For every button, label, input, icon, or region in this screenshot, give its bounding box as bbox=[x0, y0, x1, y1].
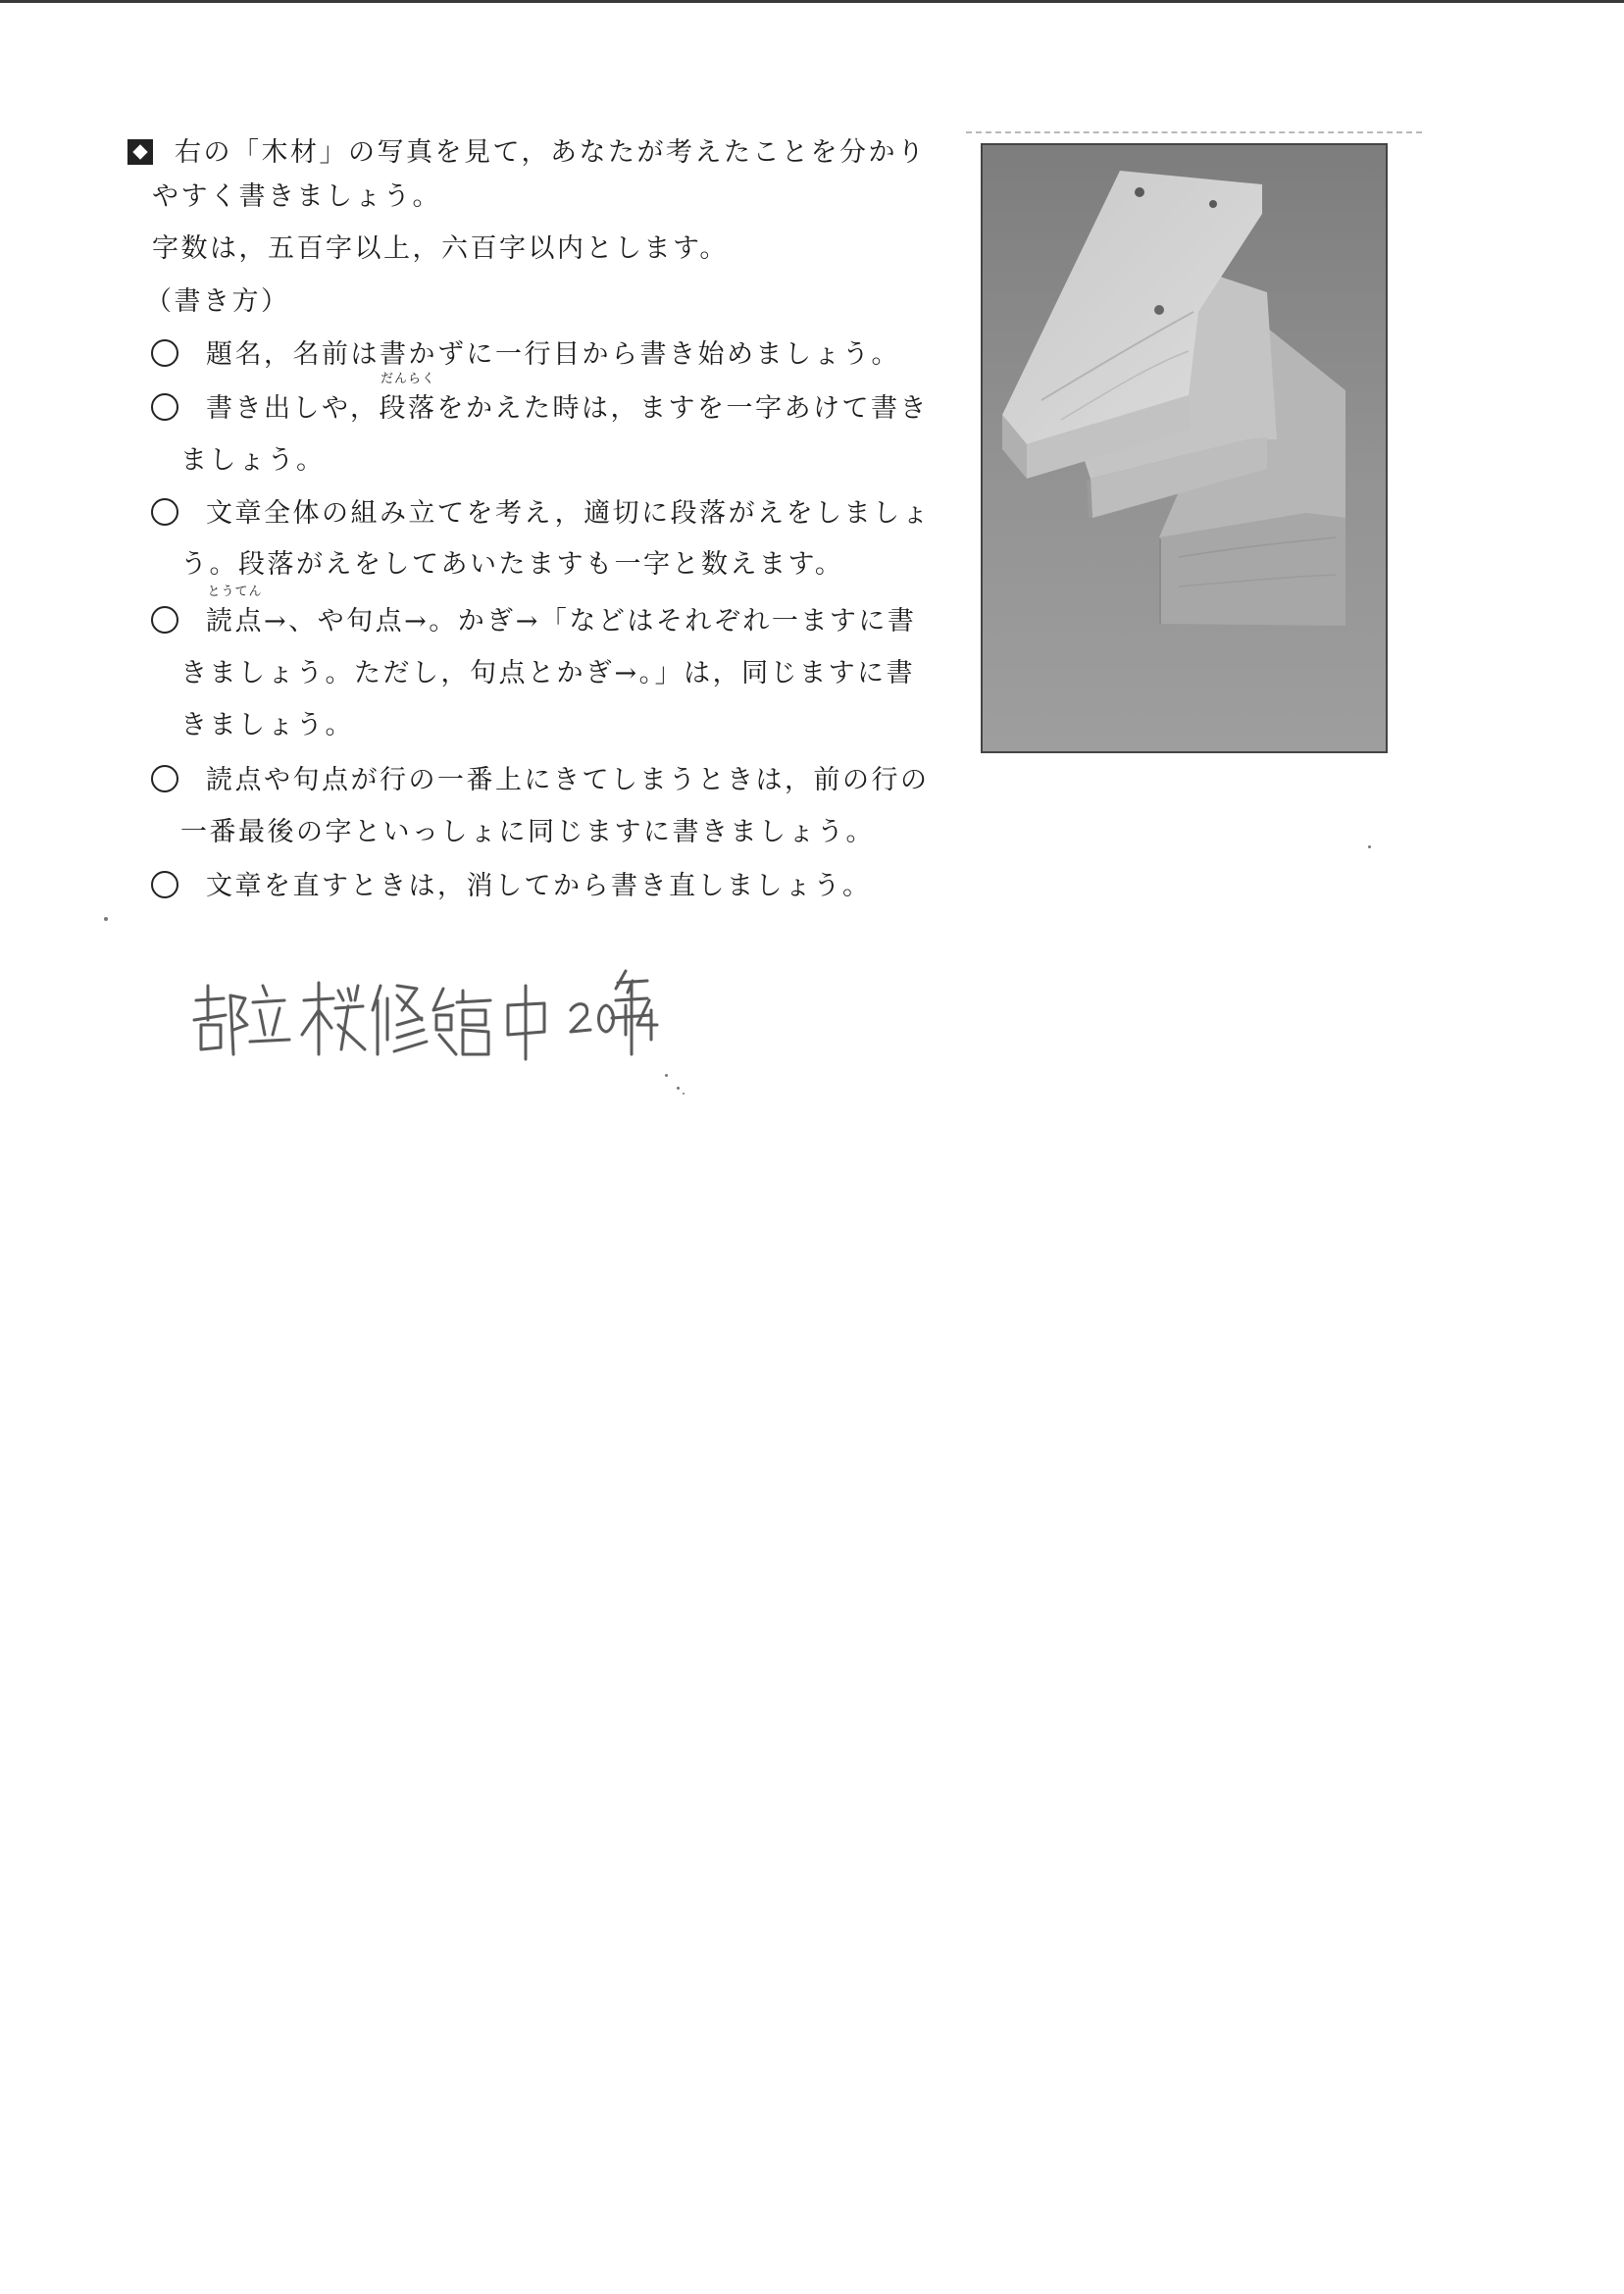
rule-4 bbox=[151, 585, 917, 639]
scan-speck bbox=[677, 1087, 680, 1090]
rule-2-text-a: 書き出しや， bbox=[206, 393, 380, 424]
ruby-reading: だんらく bbox=[380, 372, 435, 386]
circle-bullet-icon bbox=[151, 765, 178, 792]
wood-photo bbox=[981, 143, 1388, 753]
rule-3-continuation bbox=[180, 547, 843, 583]
circle-bullet-icon bbox=[151, 393, 178, 421]
scan-speck bbox=[1368, 845, 1371, 848]
rule-4-text-2: きましょう。ただし，句点とかぎ→。」は，同じますに書 bbox=[180, 658, 916, 688]
rule-6-text: 文章を直すときは，消してから書き直しましょう。 bbox=[206, 871, 872, 901]
circle-bullet-icon bbox=[151, 606, 178, 634]
rule-2-text-b: をかえた時は，ますを一字あけて書き bbox=[436, 393, 929, 424]
rule-6 bbox=[151, 869, 872, 904]
rule-5-text-2: 一番最後の字といっしょに同じますに書きましょう。 bbox=[180, 817, 875, 847]
ruby-dan-raku bbox=[379, 372, 437, 427]
prompt-text-1: 右の「木材」の写真を見て，あなたが考えたことを分かり bbox=[175, 137, 927, 168]
prompt-line-1 bbox=[127, 135, 926, 171]
how-to-write-text: （書き方） bbox=[145, 286, 290, 317]
rule-2-continuation bbox=[180, 443, 326, 479]
rule-4-text-3: きましょう。 bbox=[180, 710, 354, 740]
ruby-tou-ten bbox=[206, 585, 264, 639]
rule-5 bbox=[151, 763, 930, 798]
rule-4-text: →、や句点→。かぎ→「などはそれぞれ一ますに書 bbox=[264, 606, 917, 637]
scan-speck bbox=[683, 1093, 685, 1095]
rule-1 bbox=[151, 337, 900, 373]
rule-5-text: 読点や句点が行の一番上にきてしまうときは，前の行の bbox=[206, 765, 930, 795]
scan-speck bbox=[104, 917, 108, 921]
scan-speck bbox=[665, 1074, 668, 1077]
rule-4-continuation-1 bbox=[180, 656, 915, 691]
scan-edge-line bbox=[0, 0, 1624, 3]
rule-1-text: 題名，名前は書かずに一行目から書き始めましょう。 bbox=[206, 339, 900, 370]
rule-4-continuation-2 bbox=[180, 708, 354, 743]
rule-2-text-c: ましょう。 bbox=[180, 445, 326, 476]
rule-5-continuation bbox=[180, 815, 875, 850]
rule-3 bbox=[151, 496, 931, 532]
ruby-reading: とうてん bbox=[207, 585, 263, 599]
rule-2 bbox=[151, 372, 929, 427]
circle-bullet-icon bbox=[151, 871, 178, 898]
circle-bullet-icon bbox=[151, 339, 178, 367]
rule-3-text: 文章全体の組み立てを考え，適切に段落がえをしましょ bbox=[206, 498, 932, 529]
character-count-instruction bbox=[152, 231, 729, 267]
ruby-base: 段落 bbox=[379, 393, 437, 424]
how-to-write-heading bbox=[145, 284, 290, 320]
character-count-text: 字数は，五百字以上，六百字以内とします。 bbox=[152, 233, 729, 264]
wooden-boards-image bbox=[983, 145, 1386, 751]
handwritten-nen-image bbox=[479, 961, 655, 1059]
circle-bullet-icon bbox=[151, 498, 178, 526]
rule-3-text-2: う。段落がえをしてあいたますも一字と数えます。 bbox=[180, 549, 844, 580]
handwritten-year-suffix bbox=[479, 961, 655, 1059]
scan-dashed-mark bbox=[966, 131, 1422, 133]
diamond-square-icon bbox=[127, 139, 153, 165]
prompt-text-2: やすく書きましょう。 bbox=[152, 181, 441, 212]
ruby-base: 読点 bbox=[206, 606, 264, 637]
prompt-line-2 bbox=[152, 179, 441, 215]
